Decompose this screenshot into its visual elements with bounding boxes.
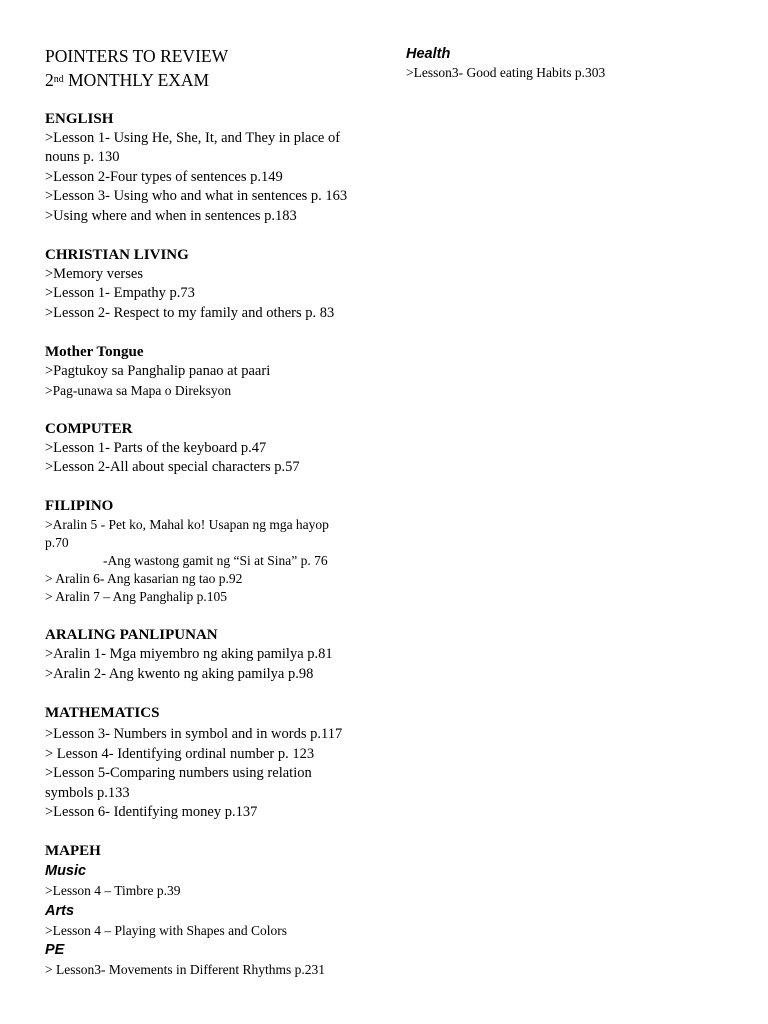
- mapeh-arts-label: Arts: [45, 902, 75, 919]
- list-item: >Lesson 1- Empathy p.73: [45, 285, 195, 302]
- list-item: >Using where and when in sentences p.183: [45, 207, 297, 224]
- section-computer: [45, 419, 385, 478]
- left-column: [45, 44, 385, 999]
- list-item: >Lesson 1- Parts of the keyboard p.47: [45, 439, 267, 456]
- list-item: >Memory verses: [45, 266, 143, 283]
- section-mother-tongue: [45, 342, 385, 399]
- list-item: p.70: [45, 535, 69, 551]
- list-item: >Lesson 1- Using He, She, It, and They in place of: [45, 130, 341, 146]
- list-item: >Lesson 4 – Playing with Shapes and Colors: [45, 922, 287, 938]
- list-item: >Lesson 5-Comparing numbers using relation: [45, 765, 312, 782]
- list-item: >Lesson 3- Numbers in symbol and in words p.117: [45, 726, 343, 743]
- section-heading: COMPUTER: [45, 420, 133, 437]
- document-title: [45, 44, 385, 92]
- list-item: -Ang wastong gamit ng “Si at Sina” p. 76: [103, 553, 328, 569]
- list-item: >Lesson 4 – Timbre p.39: [45, 883, 181, 899]
- section-english: [45, 109, 385, 226]
- list-item: >Aralin 2- Ang kwento ng aking pamilya p.98: [45, 665, 314, 682]
- title-line-2: [45, 68, 385, 92]
- list-item: >Lesson 2-All about special characters p.57: [45, 459, 300, 476]
- section-araling-panlipunan: [45, 625, 385, 684]
- title-line-1: POINTERS TO REVIEW: [45, 46, 229, 66]
- section-mathematics: [45, 703, 385, 822]
- section-heading: Mother Tongue: [45, 344, 144, 361]
- title-ordinal-suffix: nd: [53, 74, 64, 85]
- list-item: >Pag-unawa sa Mapa o Direksyon: [45, 382, 232, 398]
- title-ordinal-number: 2: [45, 70, 54, 90]
- list-item: >Pagtukoy sa Panghalip panao at paari: [45, 363, 271, 380]
- list-item: nouns p. 130: [45, 149, 120, 166]
- list-item: >Lesson3- Good eating Habits p.303: [406, 65, 606, 80]
- mapeh-music-label: Music: [45, 863, 87, 880]
- section-heading: FILIPINO: [45, 498, 114, 515]
- mapeh-health-label: Health: [406, 46, 451, 62]
- list-item: > Aralin 6- Ang kasarian ng tao p.92: [45, 571, 243, 587]
- section-heading: MAPEH: [45, 843, 101, 860]
- list-item: >Lesson 6- Identifying money p.137: [45, 803, 258, 820]
- section-filipino: [45, 496, 385, 606]
- section-heading: CHRISTIAN LIVING: [45, 247, 189, 264]
- list-item: symbols p.133: [45, 784, 130, 801]
- mapeh-pe-label: PE: [45, 942, 65, 959]
- list-item: > Aralin 7 – Ang Panghalip p.105: [45, 589, 227, 605]
- list-item: > Lesson 4- Identifying ordinal number p. 123: [45, 745, 315, 762]
- list-item: > Lesson3- Movements in Different Rhythms p.231: [45, 962, 325, 978]
- list-item: >Lesson 2-Four types of sentences p.149: [45, 168, 283, 185]
- list-item: >Aralin 5 - Pet ko, Mahal ko! Usapan ng mga hayop: [45, 517, 329, 533]
- section-heading: ARALING PANLIPUNAN: [45, 627, 218, 644]
- right-column: [406, 44, 746, 82]
- title-exam-label: MONTHLY EXAM: [63, 70, 210, 90]
- section-christian-living: [45, 245, 385, 323]
- section-heading: ENGLISH: [45, 111, 114, 127]
- section-heading: MATHEMATICS: [45, 705, 160, 722]
- list-item: >Lesson 2- Respect to my family and others p. 83: [45, 304, 335, 321]
- section-mapeh: [45, 841, 385, 979]
- list-item: >Aralin 1- Mga miyembro ng aking pamilya p.81: [45, 646, 333, 663]
- list-item: >Lesson 3- Using who and what in sentences p. 163: [45, 188, 348, 205]
